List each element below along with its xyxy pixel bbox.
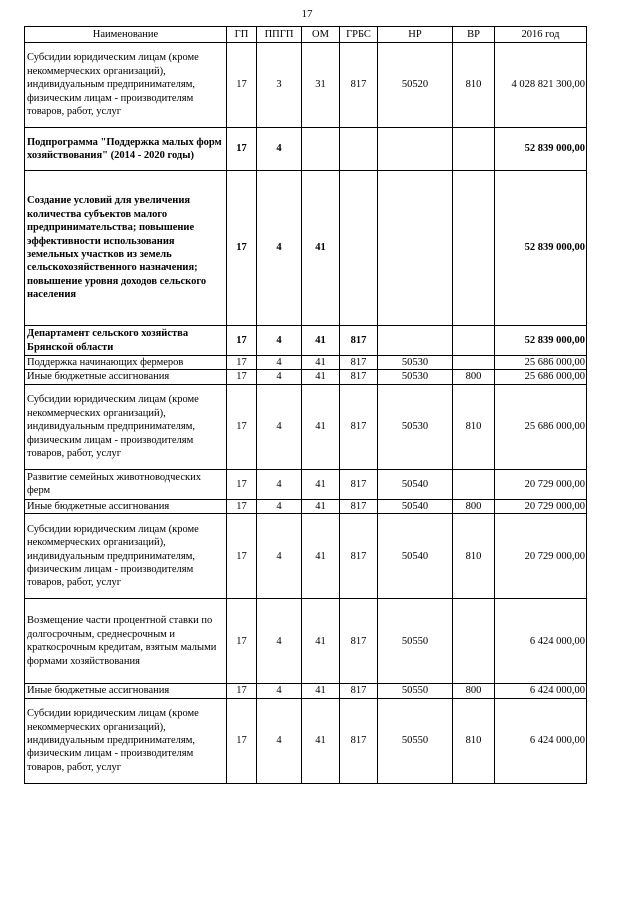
row-name: Поддержка начинающих фермеров	[25, 356, 227, 370]
row-ppgp: 4	[257, 128, 302, 171]
row-gp: 17	[227, 469, 257, 499]
page-number: 17	[301, 8, 313, 20]
row-nr	[378, 128, 453, 171]
row-amount: 52 839 000,00	[495, 171, 587, 326]
row-vr: 810	[453, 514, 495, 599]
row-grbs: 817	[340, 499, 378, 513]
row-nr: 50540	[378, 499, 453, 513]
row-grbs: 817	[340, 469, 378, 499]
row-nr: 50540	[378, 514, 453, 599]
row-name: Иные бюджетные ассигнования	[25, 370, 227, 384]
row-om: 41	[302, 384, 340, 469]
row-name: Субсидии юридическим лицам (кроме некоммерческих организаций), индивидуальным предпринимателям, физическим лицам - производителям товаров, работ, услуг	[25, 698, 227, 783]
row-name: Иные бюджетные ассигнования	[25, 684, 227, 698]
row-grbs	[340, 171, 378, 326]
row-grbs: 817	[340, 356, 378, 370]
row-grbs: 817	[340, 384, 378, 469]
row-name: Создание условий для увеличения количества субъектов малого предпринимательства; повышение эффективности использования земельных участков из земель сельскохозяйственного назначения; повышение уровня доходов сельского населения	[25, 171, 227, 326]
row-amount: 20 729 000,00	[495, 514, 587, 599]
row-vr	[453, 356, 495, 370]
row-amount: 20 729 000,00	[495, 469, 587, 499]
row-grbs: 817	[340, 599, 378, 684]
row-gp: 17	[227, 499, 257, 513]
row-nr: 50530	[378, 356, 453, 370]
row-amount: 52 839 000,00	[495, 128, 587, 171]
row-amount: 6 424 000,00	[495, 684, 587, 698]
row-om: 41	[302, 599, 340, 684]
row-vr	[453, 469, 495, 499]
row-gp: 17	[227, 43, 257, 128]
row-ppgp: 4	[257, 599, 302, 684]
row-om: 41	[302, 326, 340, 356]
header-name: Наименование	[25, 27, 227, 43]
row-om: 41	[302, 171, 340, 326]
row-nr	[378, 326, 453, 356]
table-row	[25, 599, 587, 684]
row-vr	[453, 171, 495, 326]
row-grbs: 817	[340, 684, 378, 698]
header-gp: ГП	[227, 27, 257, 43]
row-vr: 800	[453, 499, 495, 513]
table-row	[25, 370, 587, 384]
row-ppgp: 4	[257, 499, 302, 513]
row-nr: 50550	[378, 599, 453, 684]
row-vr: 810	[453, 698, 495, 783]
row-amount: 25 686 000,00	[495, 370, 587, 384]
row-grbs: 817	[340, 43, 378, 128]
row-ppgp: 4	[257, 698, 302, 783]
row-amount: 25 686 000,00	[495, 384, 587, 469]
row-vr: 810	[453, 43, 495, 128]
row-om: 41	[302, 469, 340, 499]
row-nr: 50520	[378, 43, 453, 128]
row-vr	[453, 128, 495, 171]
row-grbs: 817	[340, 370, 378, 384]
row-om	[302, 128, 340, 171]
row-nr: 50530	[378, 384, 453, 469]
row-name: Подпрограмма "Поддержка малых форм хозяйствования" (2014 - 2020 годы)	[25, 128, 227, 171]
table-row	[25, 684, 587, 698]
row-om: 31	[302, 43, 340, 128]
row-name: Развитие семейных животноводческих ферм	[25, 469, 227, 499]
row-grbs: 817	[340, 698, 378, 783]
header-om: ОМ	[302, 27, 340, 43]
table-row	[25, 698, 587, 783]
table-row	[25, 43, 587, 128]
budget-table	[24, 26, 587, 784]
row-gp: 17	[227, 171, 257, 326]
row-nr: 50550	[378, 684, 453, 698]
table-row	[25, 514, 587, 599]
header-amount-2016: 2016 год	[495, 27, 587, 43]
row-ppgp: 4	[257, 171, 302, 326]
header-ppgp: ППГП	[257, 27, 302, 43]
row-ppgp: 3	[257, 43, 302, 128]
row-gp: 17	[227, 326, 257, 356]
row-amount: 6 424 000,00	[495, 698, 587, 783]
row-grbs: 817	[340, 326, 378, 356]
row-name: Субсидии юридическим лицам (кроме некоммерческих организаций), индивидуальным предпринимателям, физическим лицам - производителям товаров, работ, услуг	[25, 43, 227, 128]
row-ppgp: 4	[257, 469, 302, 499]
table-row	[25, 499, 587, 513]
row-vr	[453, 326, 495, 356]
row-amount: 52 839 000,00	[495, 326, 587, 356]
row-gp: 17	[227, 356, 257, 370]
row-vr	[453, 599, 495, 684]
table-row	[25, 356, 587, 370]
header-nr: НР	[378, 27, 453, 43]
row-name: Иные бюджетные ассигнования	[25, 499, 227, 513]
row-gp: 17	[227, 370, 257, 384]
row-om: 41	[302, 698, 340, 783]
row-om: 41	[302, 370, 340, 384]
header-vr: ВР	[453, 27, 495, 43]
row-nr	[378, 171, 453, 326]
row-grbs: 817	[340, 514, 378, 599]
header-grbs: ГРБС	[340, 27, 378, 43]
table-row	[25, 469, 587, 499]
row-om: 41	[302, 684, 340, 698]
row-name: Субсидии юридическим лицам (кроме некоммерческих организаций), индивидуальным предпринимателям, физическим лицам - производителям товаров, работ, услуг	[25, 514, 227, 599]
row-gp: 17	[227, 684, 257, 698]
table-body	[25, 43, 587, 784]
row-vr: 800	[453, 684, 495, 698]
row-om: 41	[302, 514, 340, 599]
row-ppgp: 4	[257, 384, 302, 469]
row-grbs	[340, 128, 378, 171]
row-gp: 17	[227, 384, 257, 469]
row-ppgp: 4	[257, 370, 302, 384]
row-gp: 17	[227, 599, 257, 684]
row-amount: 25 686 000,00	[495, 356, 587, 370]
table-header-row	[25, 27, 587, 43]
row-gp: 17	[227, 698, 257, 783]
row-ppgp: 4	[257, 684, 302, 698]
row-name: Субсидии юридическим лицам (кроме некоммерческих организаций), индивидуальным предпринимателям, физическим лицам - производителям товаров, работ, услуг	[25, 384, 227, 469]
row-gp: 17	[227, 128, 257, 171]
table-row	[25, 128, 587, 171]
row-name: Возмещение части процентной ставки по долгосрочным, среднесрочным и краткосрочным кредитам, взятым малыми формами хозяйствования	[25, 599, 227, 684]
row-nr: 50540	[378, 469, 453, 499]
row-name: Департамент сельского хозяйства Брянской области	[25, 326, 227, 356]
row-ppgp: 4	[257, 326, 302, 356]
row-ppgp: 4	[257, 514, 302, 599]
table-row	[25, 326, 587, 356]
row-amount: 4 028 821 300,00	[495, 43, 587, 128]
row-amount: 20 729 000,00	[495, 499, 587, 513]
row-amount: 6 424 000,00	[495, 599, 587, 684]
row-nr: 50530	[378, 370, 453, 384]
row-nr: 50550	[378, 698, 453, 783]
row-vr: 810	[453, 384, 495, 469]
row-ppgp: 4	[257, 356, 302, 370]
row-vr: 800	[453, 370, 495, 384]
row-om: 41	[302, 499, 340, 513]
table-row	[25, 171, 587, 326]
row-om: 41	[302, 356, 340, 370]
row-gp: 17	[227, 514, 257, 599]
table-row	[25, 384, 587, 469]
